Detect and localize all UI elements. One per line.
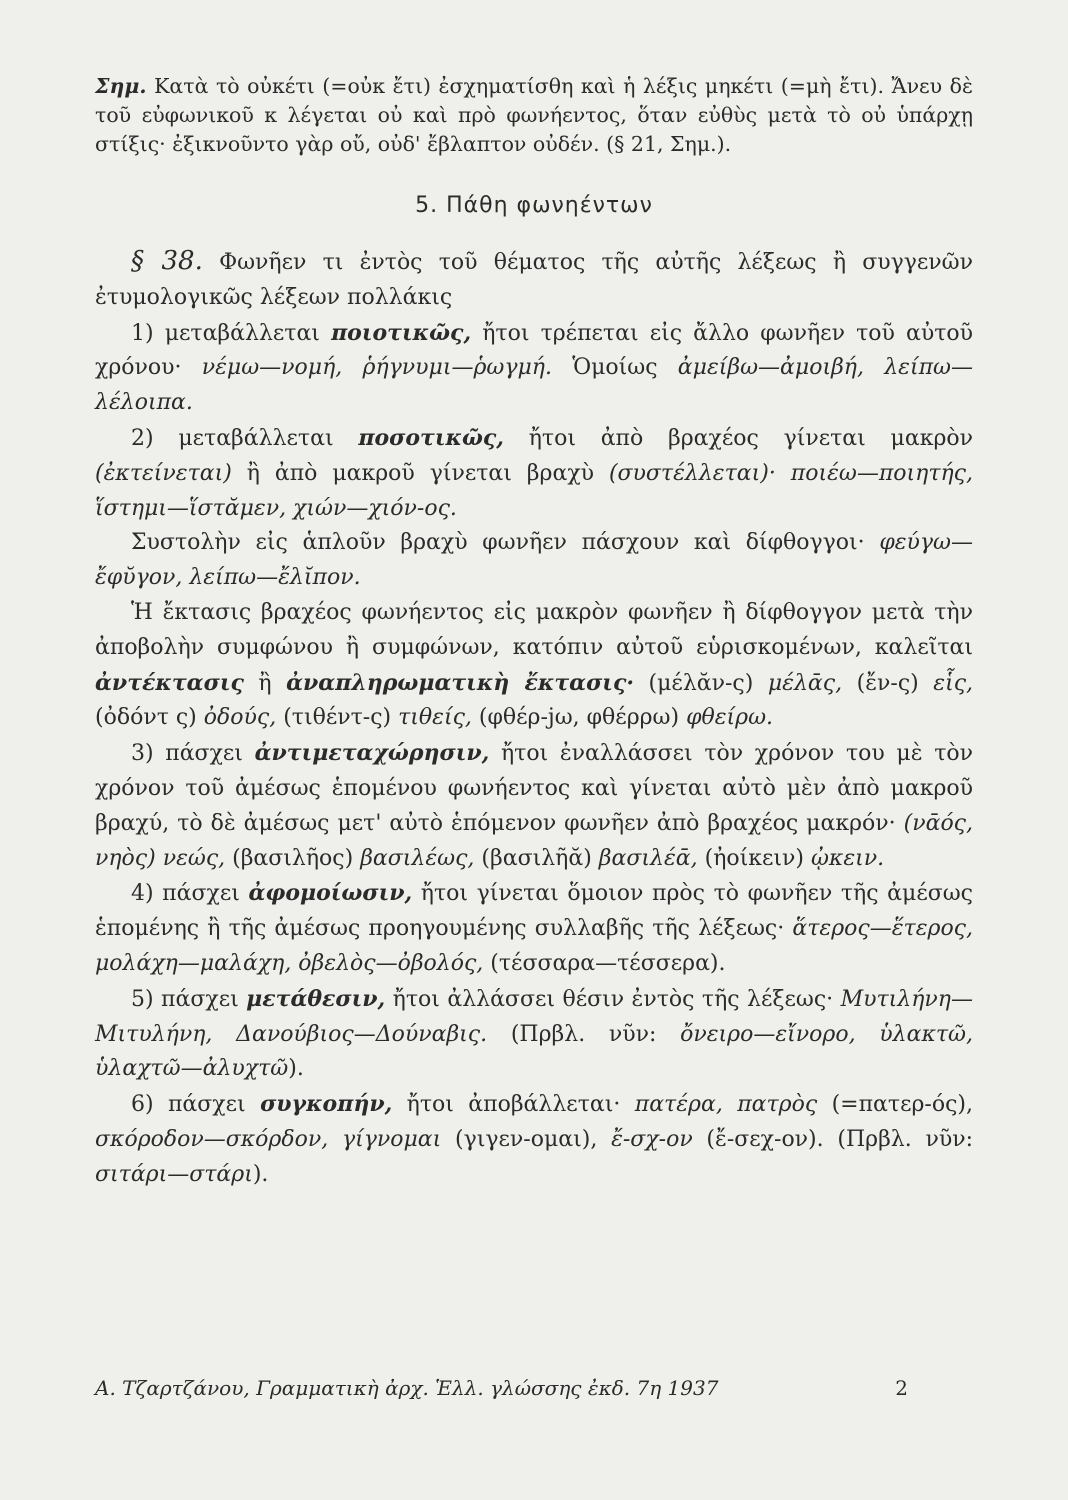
- section-title: 5. Πάθη φωνηέντων: [415, 193, 653, 218]
- item-3-text-3: (βασιλῆᾰ): [474, 845, 599, 871]
- item-1-number: 1) μεταβάλλεται: [131, 320, 332, 346]
- item-5: [95, 982, 973, 1087]
- item-1-text: ἤτοι τρέπεται εἰς ἄλλο φωνῆεν τοῦ αὐτοῦ χρόνου·: [95, 320, 973, 381]
- extension-text-2: ἢ: [243, 670, 287, 696]
- item-6-text-3: (γιγεν-ομαι),: [441, 1126, 612, 1152]
- item-3-text: ἤτοι ἐναλλάσσει τὸν χρόνον του μὲ τὸν χρόνον τοῦ ἀμέσως ἑπομένου φωνήεντος καὶ γίνεται αὐτὸ μὲν ἀπὸ μακροῦ βραχύ, τὸ δὲ ἀμέσως μετ' αὐτὸ ἑπόμενον φωνῆεν ἀπὸ βραχέος μακρόν·: [95, 741, 973, 836]
- item-3-number: 3) πάσχει: [131, 741, 255, 767]
- extension-example-2: εἷς,: [933, 670, 974, 696]
- extension-text-5: (ὀδόντ ς): [95, 705, 204, 731]
- item-6-text-4: (ἔ-σεχ-ον). (Πρβλ. νῦν:: [692, 1126, 973, 1152]
- item-2-text-2: ἢ ἀπὸ μακροῦ γίνεται βραχὺ: [231, 460, 609, 486]
- item-2-example-2: (συστέλλεται)· ποιέω—ποιητής, ἵστημι—ἵστᾰμεν, χιών—χιόν-ος.: [95, 460, 973, 521]
- term-syncope: συγκοπήν,: [260, 1091, 393, 1118]
- contraction-example: φεύγω—ἔφῠγον, λείπω—ἔλῐπον.: [95, 530, 973, 591]
- item-6: [95, 1087, 973, 1192]
- extension-text-7: (φθέρ-jω, φθέρρω): [471, 705, 687, 731]
- extension-text: Ἡ ἔκτασις βραχέος φωνήεντος εἰς μακρὸν φωνῆεν ἢ δίφθογγον μετὰ τὴν ἀποβολὴν συμφώνου ἢ συμφώνων, κατόπιν αὐτοῦ εὑρισκομένων, καλεῖται: [95, 599, 973, 660]
- paragraph-extension: [95, 596, 973, 736]
- page-number: 2: [895, 1376, 908, 1400]
- item-5-text-2: (Πρβλ. νῦν:: [487, 1021, 681, 1047]
- note-label: Σημ.: [95, 74, 147, 98]
- extension-text-6: (τιθέντ-ς): [276, 705, 399, 731]
- extension-example-3: ὀδούς,: [203, 705, 277, 731]
- note-text: Κατὰ τὸ οὐκέτι (=οὐκ ἔτι) ἐσχηματίσθη καὶ ἡ λέξις μηκέτι (=μὴ ἔτι). Ἄνευ δὲ τοῦ εὐφωνικοῦ κ λέγεται οὐ καὶ πρὸ φωνήεντος, ὅταν εὐθὺς μετὰ τὸ οὐ ὑπάρχῃ στίξις· ἐξικνοῦντο γὰρ οὔ, οὐδ' ἔβλαπτον οὐδέν. (§ 21, Σημ.).: [95, 74, 973, 156]
- footer-citation: Α. Τζαρτζάνου, Γραμματικὴ ἀρχ. Ἑλλ. γλώσσης ἐκδ. 7η 1937: [95, 1376, 719, 1400]
- extension-example-4: τιθείς,: [398, 705, 472, 731]
- item-6-example-4: σιτάρι—στάρι: [95, 1161, 253, 1187]
- extension-example-5: φθείρω.: [686, 705, 774, 731]
- term-assimilation: ἀφομοίωσιν,: [248, 880, 413, 907]
- item-4: [95, 876, 973, 981]
- item-5-example: Μυτιλήνη—Μιτυλήνη, Δανούβιος—Δούναβις.: [95, 986, 973, 1047]
- term-compensatory-extension: ἀναπληρωματικὴ ἔκτασις·: [286, 669, 635, 696]
- item-4-number: 4) πάσχει: [131, 881, 249, 907]
- paragraph-contraction: [95, 526, 973, 596]
- item-2-example: (ἐκτείνεται): [95, 460, 232, 486]
- item-3-example-2: βασιλέως,: [360, 845, 475, 871]
- section-38-intro: [95, 244, 973, 316]
- item-6-text: ἤτοι ἀποβάλλεται·: [392, 1092, 635, 1118]
- extension-text-3: (μέλᾰν-ς): [634, 670, 768, 696]
- item-4-example: ἅτερος—ἕτερος, μολάχη—μαλάχη, ὀβελὸς—ὀβολός,: [95, 916, 973, 976]
- item-6-number: 6) πάσχει: [131, 1092, 261, 1118]
- section-number: § 38.: [131, 246, 203, 276]
- note-paragraph: [95, 72, 973, 159]
- item-3-example-3: βασιλέᾱ,: [598, 845, 698, 871]
- item-5-example-2: ὄνειρο—εἴνορο, ὑλακτῶ, ὑλαχτῶ—ἀλυχτῶ: [95, 1021, 973, 1082]
- item-6-example-2: σκόροδον—σκόρδον, γίγνομαι: [95, 1126, 442, 1152]
- contraction-text: Συστολὴν εἰς ἁπλοῦν βραχὺ φωνῆεν πάσχουν καὶ δίφθογγοι·: [131, 530, 880, 556]
- item-4-text: ἤτοι γίνεται ὅμοιον πρὸς τὸ φωνῆεν τῆς ἀμέσως ἑπομένης ἢ τῆς ἀμέσως προηγουμένης συλλαβῆς τῆς λέξεως·: [95, 881, 973, 942]
- extension-example-1: μέλᾱς,: [767, 670, 843, 696]
- item-4-text-2: (τέσσαρα—τέσσερα).: [483, 950, 726, 976]
- item-6-example-3: ἔ-σχ-ον: [611, 1126, 693, 1152]
- term-qualitative: ποιοτικῶς,: [331, 319, 472, 346]
- term-quantitative-metathesis: ἀντιμεταχώρησιν,: [254, 740, 490, 767]
- item-5-number: 5) πάσχει: [131, 986, 247, 1012]
- term-antektasis: ἀντέκτασις: [95, 669, 244, 696]
- item-5-text-3: ).: [288, 1056, 304, 1082]
- section-38-text: Φωνῆεν τι ἐντὸς τοῦ θέματος τῆς αὐτῆς λέξεως ἢ συγγενῶν ἐτυμολογικῶς λέξεων πολλάκις: [95, 250, 973, 310]
- item-3-example-1: (νᾱός, νηὸς) νεώς,: [95, 810, 973, 871]
- item-2: [95, 421, 973, 526]
- item-3-text-4: (ἠοίκειν): [697, 845, 811, 871]
- item-2-number: 2) μεταβάλλεται: [131, 425, 359, 451]
- term-metathesis: μετάθεσιν,: [246, 985, 386, 1012]
- item-3: [95, 736, 973, 876]
- item-3-example-4: ᾠκειν.: [810, 845, 885, 871]
- item-5-text: ἤτοι ἀλλάσσει θέσιν ἐντὸς τῆς λέξεως·: [385, 986, 841, 1012]
- item-1-text-2: Ὁμοίως: [551, 355, 678, 381]
- item-1-example: νέμω—νομή, ῥήγνυμι—ῥωγμή.: [201, 355, 552, 381]
- item-6-text-2: (=πατερ-ός),: [817, 1092, 973, 1118]
- term-quantitative: ποσοτικῶς,: [358, 424, 504, 451]
- item-1: [95, 316, 973, 421]
- item-6-example: πατέρα, πατρὸς: [634, 1092, 818, 1118]
- item-1-example-2: ἀμείβω—ἀμοιβή, λείπω—λέλοιπα.: [95, 355, 973, 416]
- item-6-text-5: ).: [252, 1161, 269, 1187]
- extension-text-4: (ἔν-ς): [842, 670, 934, 696]
- item-2-text: ἤτοι ἀπὸ βραχέος γίνεται μακρὸν: [503, 425, 973, 451]
- item-3-text-2: (βασιλῆος): [225, 845, 361, 871]
